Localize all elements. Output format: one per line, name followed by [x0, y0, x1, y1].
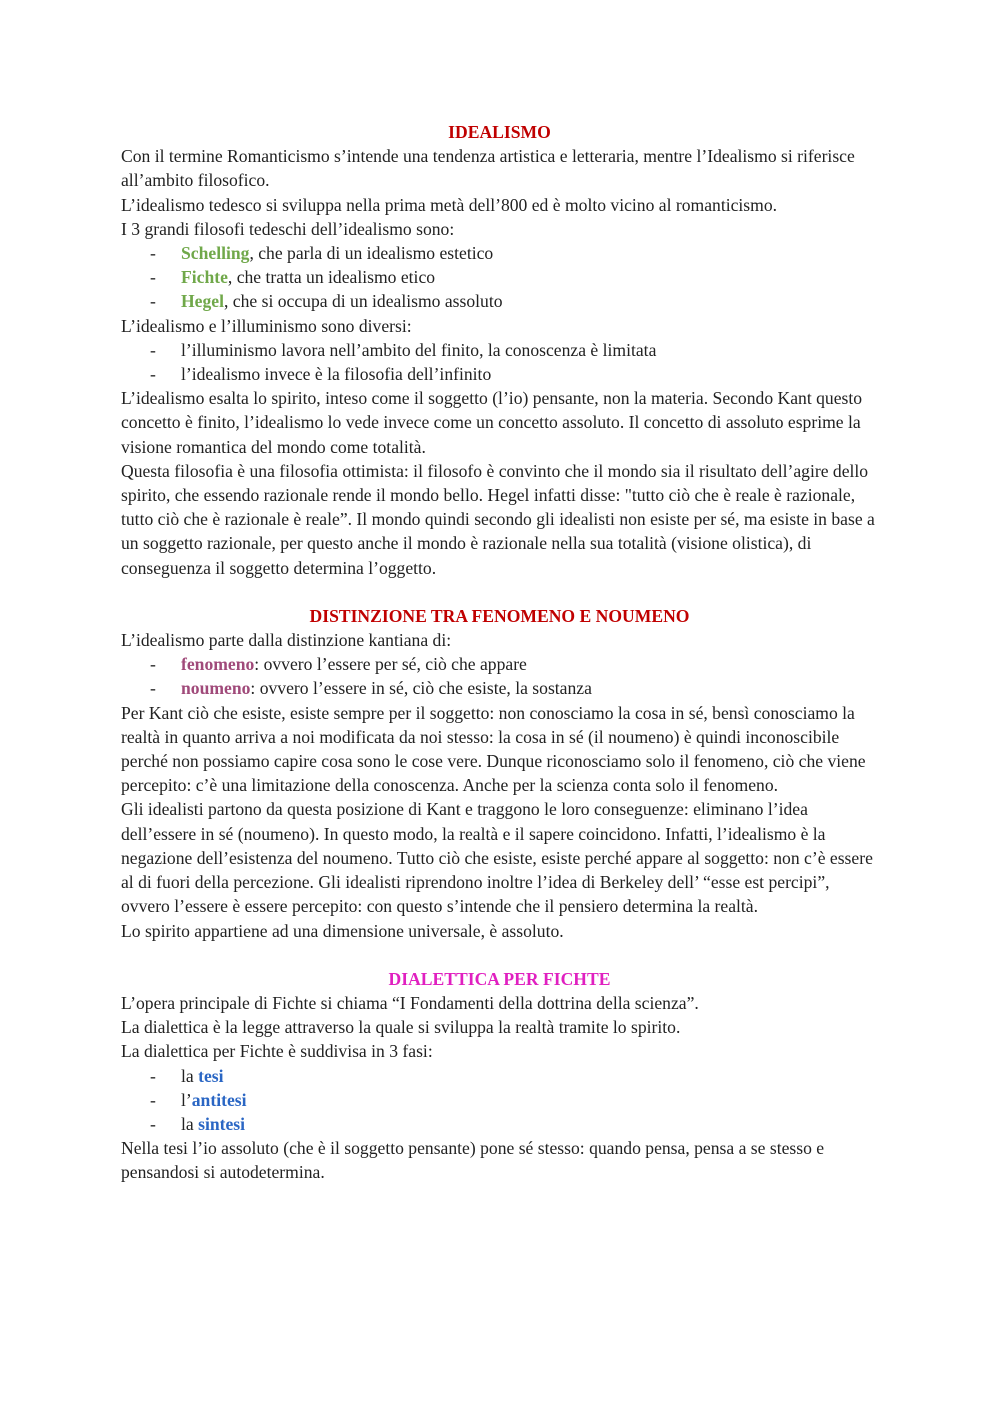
paragraph: Con il termine Romanticismo s’intende una tendenza artistica e letteraria, mentre l’Idealismo si riferisce all’ambito filosofico. [121, 146, 855, 191]
list-item [121, 1064, 881, 1088]
list-item-text: : ovvero l’essere in sé, ciò che esiste, la sostanza [250, 678, 592, 699]
list-item-text: l’idealismo invece è la filosofia dell’infinito [181, 364, 492, 385]
dash-bullet: - [150, 678, 156, 699]
paragraph: Nella tesi l’io assoluto (che è il soggetto pensante) pone sé stesso: quando pensa, pensa a se stesso e pensandosi si autodetermina. [121, 1138, 825, 1183]
list-item-text: l’ [181, 1089, 192, 1110]
term-antitesi: antitesi [191, 1089, 247, 1110]
paragraph: Gli idealisti partono da questa posizione di Kant e traggono le loro conseguenze: eliminano l’idea dell’essere in sé (noumeno). In questo modo, la realtà e il sapere coincidono. Infatti, l’idealismo è la negazione dell’esistenza del noumeno. Tutto ciò che esiste, esiste perché appare al soggetto: non c’è essere al di fuori della percezione. Gli idealisti riprendono inoltre l’idea di Berkeley dell’ “esse est percipi”, ovvero l’essere è essere percepito: con questo s’intende che il pensiero determina la realtà. [121, 799, 873, 917]
dash-bullet: - [150, 1089, 156, 1110]
paragraph: Questa filosofia è una filosofia ottimista: il filosofo è convinto che il mondo sia il risultato dell’agire dello spirito, che essendo razionale rende il mondo bello. Hegel infatti disse: "tutto ciò che è reale è razionale, tutto ciò che è razionale è reale”. Il mondo quindi secondo gli idealisti non esiste per sé, ma esiste in base a un soggetto razionale, per questo anche il mondo è razionale nella sua totalità (visione olistica), di conseguenza il soggetto determina l’oggetto. [121, 460, 875, 578]
dash-bullet: - [150, 1113, 156, 1134]
list-item-text: l’illuminismo lavora nell’ambito del finito, la conoscenza è limitata [181, 339, 657, 360]
paragraph: L’idealismo parte dalla distinzione kantiana di: [121, 630, 452, 651]
dash-bullet: - [150, 364, 156, 385]
paragraph: Lo spirito appartiene ad una dimensione universale, è assoluto. [121, 920, 564, 941]
list-item-text: : ovvero l’essere per sé, ciò che appare [254, 654, 527, 675]
dash-bullet: - [150, 339, 156, 360]
paragraph: L’opera principale di Fichte si chiama “I Fondamenti della dottrina della scienza”. [121, 992, 699, 1013]
differences-list [121, 338, 881, 386]
list-item [121, 241, 881, 265]
paragraph: L’idealismo tedesco si sviluppa nella prima metà dell’800 ed è molto vicino al romanticismo. [121, 194, 778, 215]
list-item [121, 265, 881, 289]
paragraph: L’idealismo e l’illuminismo sono diversi: [121, 315, 412, 336]
dash-bullet: - [150, 243, 156, 264]
section-spacer [121, 943, 881, 967]
list-item-text: , che parla di un idealismo estetico [249, 243, 494, 264]
list-item [121, 362, 881, 386]
list-item-text: la [181, 1113, 199, 1134]
philosophers-list [121, 241, 881, 314]
list-item-text: , che si occupa di un idealismo assoluto [224, 291, 503, 312]
term-fenomeno: fenomeno [181, 654, 255, 675]
term-sintesi: sintesi [198, 1113, 246, 1134]
term-noumeno: noumeno [181, 678, 251, 699]
list-item [121, 1088, 881, 1112]
document-content [121, 120, 881, 1185]
list-item [121, 338, 881, 362]
list-item [121, 289, 881, 313]
paragraph: La dialettica per Fichte è suddivisa in 3 fasi: [121, 1041, 433, 1062]
term-hegel: Hegel [181, 291, 224, 312]
section-title-dialettica-fichte: DIALETTICA PER FICHTE [388, 968, 611, 989]
term-fichte: Fichte [181, 267, 228, 288]
dash-bullet: - [150, 291, 156, 312]
list-item [121, 652, 881, 676]
dash-bullet: - [150, 267, 156, 288]
paragraph: I 3 grandi filosofi tedeschi dell’idealismo sono: [121, 218, 455, 239]
paragraph: L’idealismo esalta lo spirito, inteso come il soggetto (l’io) pensante, non la materia. Secondo Kant questo concetto è finito, l’idealismo lo vede invece come un concetto assoluto. Il concetto di assoluto esprime la visione romantica del mondo come totalità. [121, 388, 863, 457]
paragraph: La dialettica è la legge attraverso la quale si sviluppa la realtà tramite lo spirito. [121, 1017, 681, 1038]
term-tesi: tesi [198, 1065, 224, 1086]
phases-list [121, 1064, 881, 1137]
section-spacer [121, 580, 881, 604]
section-title-fenomeno-noumeno: DISTINZIONE TRA FENOMENO E NOUMENO [309, 605, 690, 626]
list-item-text: la [181, 1065, 199, 1086]
paragraph: Per Kant ciò che esiste, esiste sempre per il soggetto: non conosciamo la cosa in sé, bensì conosciamo la realtà in quanto arriva a noi modificata da noi stesso: la cosa in sé (il noumeno) è quindi inconoscibile perché non possiamo capire cosa sono le cose vere. Dunque riconosciamo solo il fenomeno, ciò che viene percepito: c’è una limitazione della conoscenza. Anche per la scienza conta solo il fenomeno. [121, 702, 866, 796]
list-item [121, 676, 881, 700]
terms-list [121, 652, 881, 700]
list-item-text: , che tratta un idealismo etico [227, 267, 436, 288]
dash-bullet: - [150, 654, 156, 675]
list-item [121, 1112, 881, 1136]
term-schelling: Schelling [181, 243, 250, 264]
section-title-idealismo: IDEALISMO [448, 122, 551, 142]
dash-bullet: - [150, 1065, 156, 1086]
